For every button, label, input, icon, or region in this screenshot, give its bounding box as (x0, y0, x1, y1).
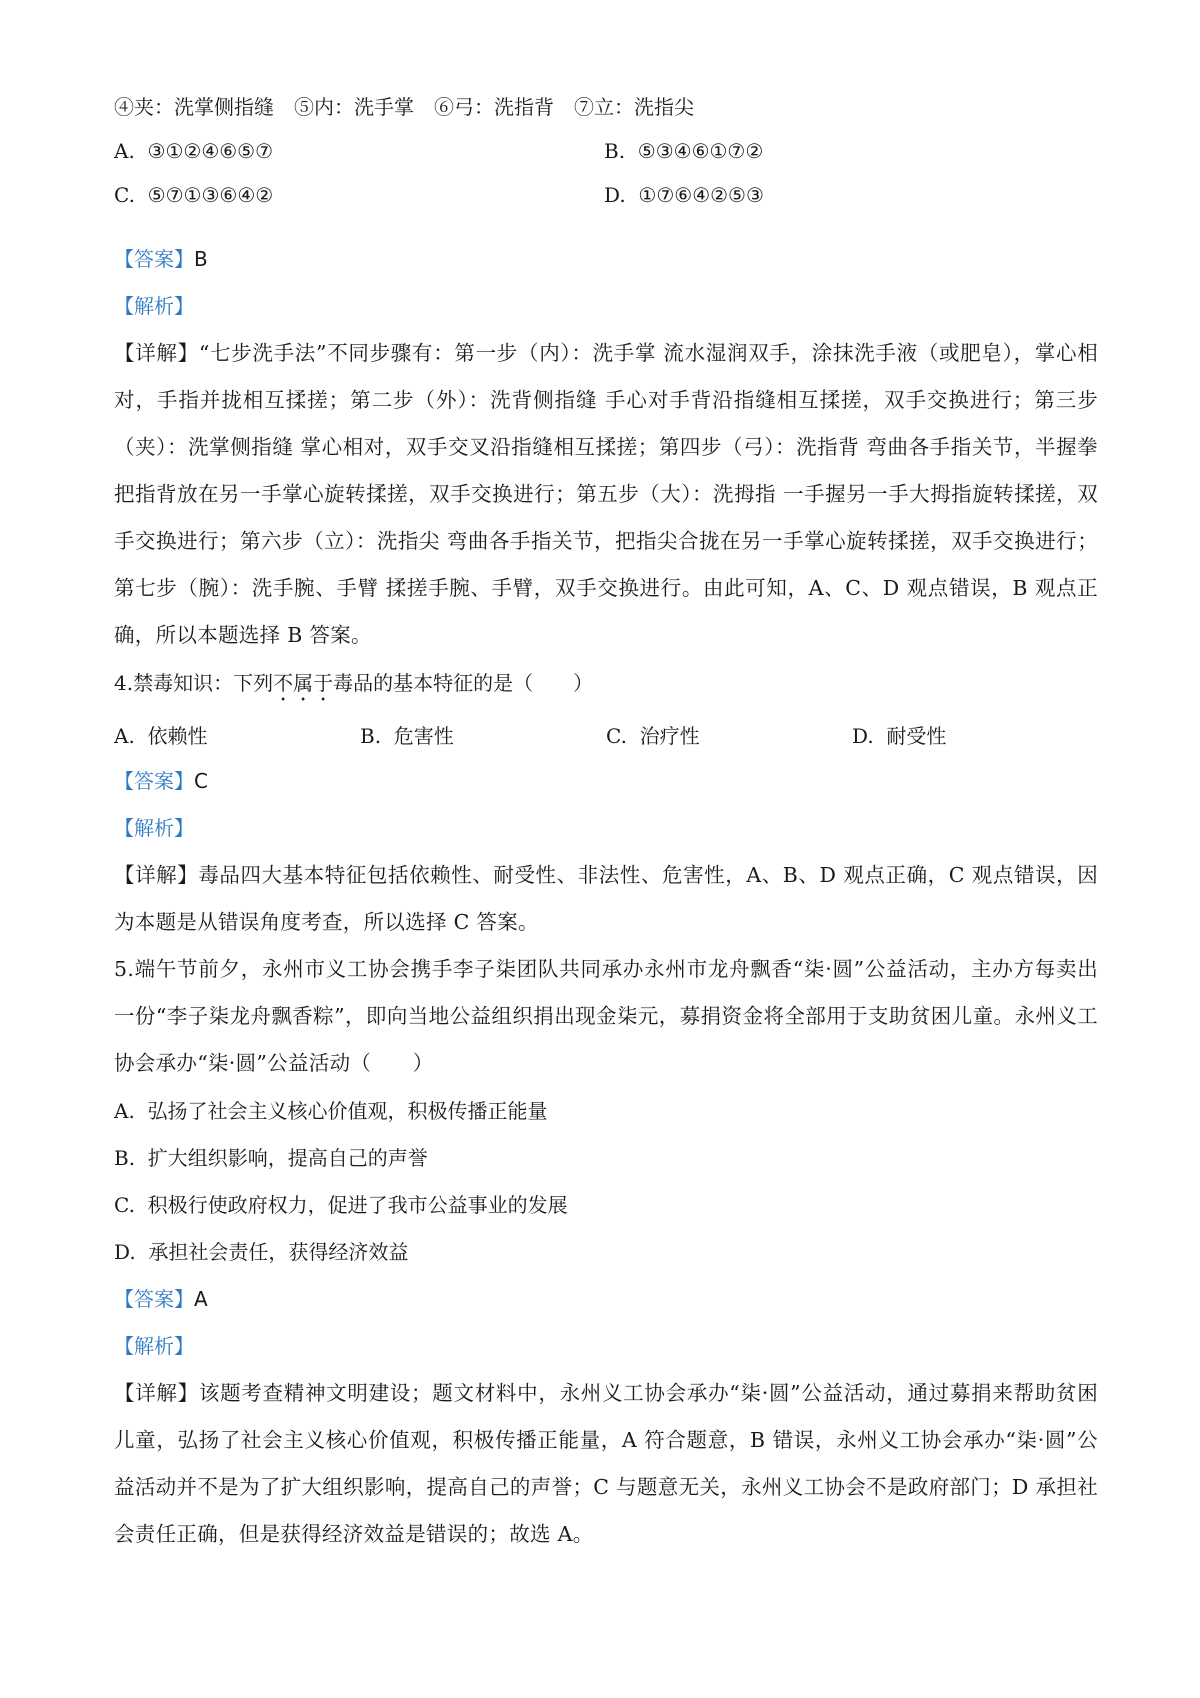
option-text: ⑤⑦①③⑥④② (147, 183, 274, 207)
option-text: ①⑦⑥④②⑤③ (638, 183, 764, 207)
detail-text: 毒品四大基本特征包括依赖性、耐受性、非法性、危害性，A、B、D 观点正确，C 观点错误，因为本题是从错误角度考查，所以选择 C 答案。 (114, 863, 1098, 934)
steps-line: ④夹：洗掌侧指缝 ⑤内：洗手掌 ⑥弓：洗指背 ⑦立：洗指尖 (114, 95, 694, 119)
stem-text: 5.端午节前夕，永州市义工协会携手李子柒团队共同承办永州市龙舟飘香“柒·圆”公益活动，主办方每卖出一份“李子柒龙舟飘香粽”，即向当地公益组织捐出现金柒元，募捐资金将全部用于支助贫困儿童。永州义工协会承办“柒·圆”公益活动（ ） (114, 957, 1098, 1075)
detail-tag: 【详解】 (114, 1381, 199, 1405)
detail-tag: 【详解】 (114, 341, 199, 365)
answer-value: C (194, 769, 208, 793)
option-letter: A. (114, 1099, 135, 1123)
option-letter: C. (606, 724, 627, 748)
answer-tag: 【答案】 (114, 1287, 194, 1311)
option-text: 依赖性 (147, 724, 208, 748)
q3-option-a (114, 136, 273, 166)
q5-detail (114, 1370, 1098, 1558)
q4-option-b (360, 721, 454, 751)
q3-option-c (114, 180, 273, 210)
stem-text: 毒品的基本特征的是（ ） (333, 671, 594, 695)
answer-value: A (194, 1287, 208, 1311)
option-letter: D. (852, 724, 874, 748)
analysis-tag: 【解析】 (114, 1334, 194, 1358)
option-letter: B. (604, 139, 626, 163)
q4-analysis (114, 813, 1104, 843)
stem-emphasis: 不属于 (273, 671, 334, 695)
option-letter: B. (360, 724, 382, 748)
option-text: 扩大组织影响，提高自己的声誉 (147, 1146, 428, 1170)
q5-option-b (114, 1143, 428, 1173)
option-text: 治疗性 (639, 724, 700, 748)
detail-tag: 【详解】 (114, 863, 199, 887)
answer-tag: 【答案】 (114, 769, 194, 793)
option-text: 耐受性 (886, 724, 947, 748)
option-text: 承担社会责任，获得经济效益 (148, 1240, 409, 1264)
option-letter: A. (114, 139, 135, 163)
q5-stem (114, 946, 1098, 1087)
option-letter: B. (114, 1146, 136, 1170)
q5-option-c (114, 1190, 568, 1220)
q4-option-c (606, 721, 700, 751)
q4-detail (114, 852, 1098, 946)
analysis-tag: 【解析】 (114, 294, 194, 318)
option-letter: D. (114, 1240, 136, 1264)
q5-option-d (114, 1237, 408, 1267)
option-text: 危害性 (393, 724, 454, 748)
q3-analysis (114, 291, 1104, 321)
option-letter: A. (114, 724, 135, 748)
q3-answer (114, 244, 1104, 274)
q3-option-d (604, 180, 764, 210)
answer-tag: 【答案】 (114, 247, 194, 271)
option-letter: C. (114, 1193, 135, 1217)
option-text: 积极行使政府权力，促进了我市公益事业的发展 (147, 1193, 568, 1217)
detail-text: “七步洗手法”不同步骤有：第一步（内）：洗手掌 流水湿润双手，涂抹洗手液（或肥皂），掌心相对，手指并拢相互揉搓；第二步（外）：洗背侧指缝 手心对手背沿指缝相互揉搓，双手交换进行；第三步（夹）：洗掌侧指缝 掌心相对，双手交叉沿指缝相互揉搓；第四步（弓）：洗指背 弯曲各手指关节，半握拳把指背放在另一手掌心旋转揉搓，双手交换进行；第五步（大）：洗拇指 一手握另一手大拇指旋转揉搓，双手交换进行；第六步（立）：洗指尖 弯曲各手指关节，把指尖合拢在另一手掌心旋转揉搓，双手交换进行；第七步（腕）：洗手腕、手臂 揉搓手腕、手臂，双手交换进行。由此可知，A、C、D 观点错误，B 观点正确，所以本题选择 B 答案。 (114, 341, 1098, 647)
q4-stem (114, 668, 1104, 706)
q3-detail (114, 330, 1098, 659)
q4-option-d (852, 721, 946, 751)
q4-answer (114, 766, 1104, 796)
option-letter: C. (114, 183, 135, 207)
analysis-tag: 【解析】 (114, 816, 194, 840)
detail-text: 该题考查精神文明建设；题文材料中，永州义工协会承办“柒·圆”公益活动，通过募捐来帮助贫困儿童，弘扬了社会主义核心价值观，积极传播正能量，A 符合题意，B 错误，永州义工协会承办“柒·圆”公益活动并不是为了扩大组织影响，提高自己的声誉；C 与题意无关，永州义工协会不是政府部门；D 承担社会责任正确，但是获得经济效益是错误的；故选 A。 (114, 1381, 1098, 1546)
option-text: 弘扬了社会主义核心价值观，积极传播正能量 (147, 1099, 548, 1123)
q5-analysis (114, 1331, 1104, 1361)
answer-value: B (194, 247, 208, 271)
stem-text: 4.禁毒知识：下列 (114, 671, 274, 695)
q5-answer (114, 1284, 1104, 1314)
q3-option-b (604, 136, 763, 166)
option-letter: D. (604, 183, 626, 207)
q5-option-a (114, 1096, 548, 1126)
q4-option-a (114, 721, 208, 751)
option-text: ③①②④⑥⑤⑦ (147, 139, 274, 163)
option-text: ⑤③④⑥①⑦② (637, 139, 764, 163)
